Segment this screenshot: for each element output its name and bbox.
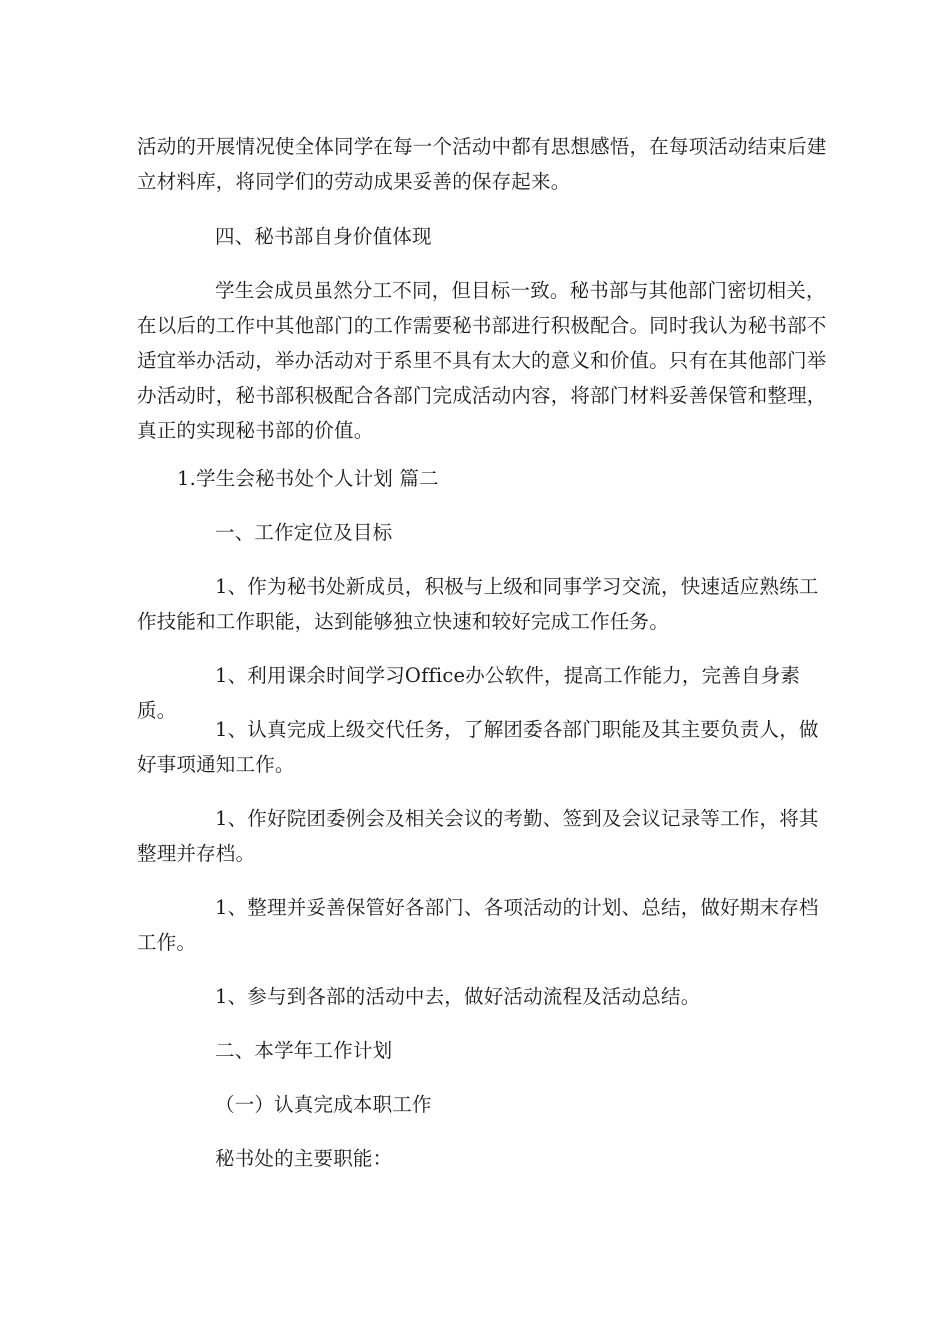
list-item-join-activities: 1、参与到各部的活动中去，做好活动流程及活动总结。 — [215, 985, 701, 1008]
heading-plan-part-two: 1.学生会秘书处个人计划 篇二 — [177, 467, 439, 490]
paragraph-activity-archive: 活动的开展情况使全体同学在每一个活动中都有思想感悟，在每项活动结束后建立材料库，将同学们的劳动成果妥善的保存起来。 — [137, 135, 827, 193]
list-item-learn-skills: 1、作为秘书处新成员，积极与上级和同事学习交流，快速适应熟练工作技能和工作职能，达到能够独立快速和较好完成工作任务。 — [137, 575, 819, 633]
paragraph-main-functions: 秘书处的主要职能： — [215, 1147, 393, 1170]
heading-section-four: 四、秘书部自身价值体现 — [215, 225, 432, 248]
heading-yearly-plan: 二、本学年工作计划 — [215, 1039, 393, 1062]
list-item-archive-plans: 1、整理并妥善保管好各部门、各项活动的计划、总结，做好期末存档工作。 — [137, 896, 819, 954]
paragraph-secretary-value: 学生会成员虽然分工不同，但目标一致。秘书部与其他部门密切相关，在以后的工作中其他部门的工作需要秘书部进行积极配合。同时我认为秘书部不适宜举办活动，举办活动对于系里不具有太大的意义和价值。只有在其他部门举办活动时，秘书部积极配合各部门完成活动内容，将部门材料妥善保管和整理，真正的实现秘书部的价值。 — [137, 279, 827, 442]
list-item-meeting-records: 1、作好院团委例会及相关会议的考勤、签到及会议记录等工作，将其整理并存档。 — [137, 807, 819, 865]
list-item-office-software: 1、利用课余时间学习Office办公软件，提高工作能力，完善自身素质。 — [137, 664, 801, 722]
list-item-complete-tasks: 1、认真完成上级交代任务，了解团委各部门职能及其主要负责人，做好事项通知工作。 — [137, 718, 819, 776]
heading-work-positioning: 一、工作定位及目标 — [215, 521, 393, 544]
heading-core-duties: （一）认真完成本职工作 — [215, 1093, 432, 1116]
